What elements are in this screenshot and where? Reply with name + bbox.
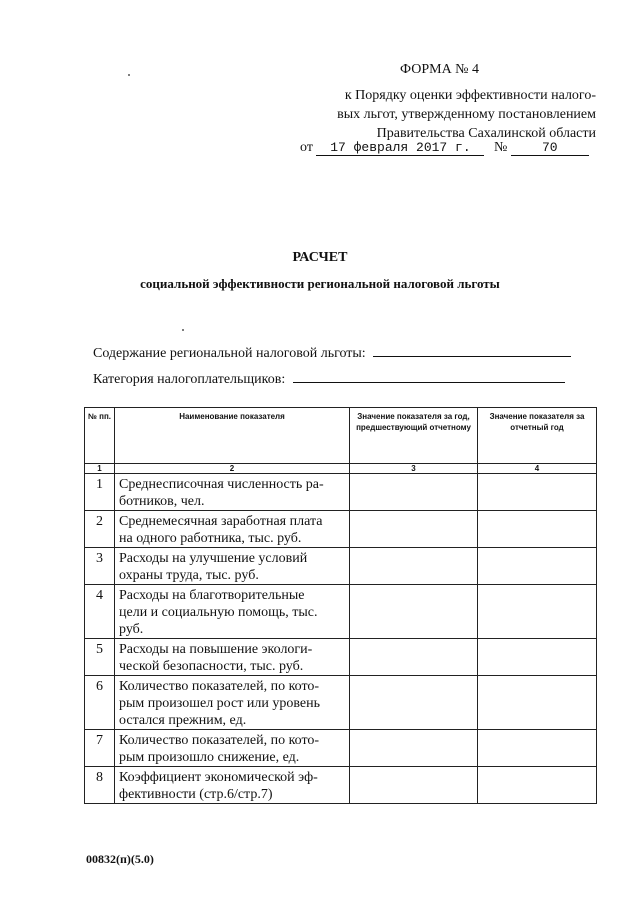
prev-year-value-cell[interactable] xyxy=(350,676,478,730)
prev-year-value-cell[interactable] xyxy=(350,511,478,548)
table-row xyxy=(85,585,597,639)
prev-year-value-cell[interactable] xyxy=(350,730,478,767)
document-code: 00832(п)(5.0) xyxy=(86,852,154,866)
column-numbers-row xyxy=(85,464,597,474)
indicator-name-line: ческой безопасности, тыс. руб. xyxy=(119,659,304,674)
date-prefix: от xyxy=(300,140,313,155)
column-number: 4 xyxy=(478,464,597,474)
field-label: Содержание региональной налоговой льготы: xyxy=(93,346,366,361)
report-year-value-cell[interactable] xyxy=(478,511,597,548)
indicator-name-line: Расходы на повышение экологи- xyxy=(119,642,313,657)
row-number: 6 xyxy=(85,676,115,730)
table-row xyxy=(85,767,597,804)
indicator-name-line: ботников, чел. xyxy=(119,494,205,509)
indicator-name xyxy=(115,548,350,585)
table-row xyxy=(85,639,597,676)
row-number: 4 xyxy=(85,585,115,639)
indicator-name-line: охраны труда, тыс. руб. xyxy=(119,568,259,583)
report-year-value-cell[interactable] xyxy=(478,639,597,676)
table-row xyxy=(85,548,597,585)
taxpayer-category-field xyxy=(93,369,565,388)
row-number: 7 xyxy=(85,730,115,767)
prev-year-value-cell[interactable] xyxy=(350,474,478,511)
indicator-name xyxy=(115,639,350,676)
field-blank[interactable] xyxy=(293,369,565,383)
table-row xyxy=(85,676,597,730)
row-number: 3 xyxy=(85,548,115,585)
header-number: № пп. xyxy=(85,408,115,464)
table-row xyxy=(85,474,597,511)
report-year-value-cell[interactable] xyxy=(478,474,597,511)
reference-line: к Порядку оценки эффективности налого- xyxy=(344,88,596,103)
indicator-name-line: Расходы на улучшение условий xyxy=(119,551,308,566)
field-label: Категория налогоплательщиков: xyxy=(93,372,286,387)
document-title: РАСЧЕТ xyxy=(292,250,348,265)
indicator-name-line: фективности (стр.6/стр.7) xyxy=(119,787,273,802)
benefit-content-field xyxy=(93,343,571,362)
header-report-year: Значение показателя за отчетный год xyxy=(478,408,597,464)
indicator-name xyxy=(115,474,350,511)
report-year-value-cell[interactable] xyxy=(478,767,597,804)
indicators-table xyxy=(84,407,597,804)
report-year-value-cell[interactable] xyxy=(478,585,597,639)
header-name: Наименование показателя xyxy=(115,408,350,464)
indicator-name-line: цели и социальную помощь, тыс. xyxy=(119,605,318,620)
column-number: 1 xyxy=(85,464,115,474)
indicator-name-line: рым произошел рост или уровень xyxy=(119,696,320,711)
document-subtitle: социальной эффективности региональной налоговой льготы xyxy=(140,276,500,291)
row-number: 8 xyxy=(85,767,115,804)
indicator-name-line: Коэффициент экономической эф- xyxy=(119,770,318,785)
prev-year-value-cell[interactable] xyxy=(350,585,478,639)
table-header-row xyxy=(85,408,597,464)
indicator-name xyxy=(115,730,350,767)
header-prev-year: Значение показателя за год, предшествующий отчетному xyxy=(350,408,478,464)
indicator-name-line: Количество показателей, по кото- xyxy=(119,733,320,748)
indicator-name-line: Расходы на благотворительные xyxy=(119,588,305,603)
indicator-name-line: на одного работника, тыс. руб. xyxy=(119,531,302,546)
indicator-name xyxy=(115,676,350,730)
indicator-name-line: руб. xyxy=(119,622,144,637)
indicator-name-line: Среднесписочная численность ра- xyxy=(119,477,324,492)
indicator-name-line: Количество показателей, по кото- xyxy=(119,679,320,694)
indicator-name xyxy=(115,511,350,548)
column-number: 2 xyxy=(115,464,350,474)
number-prefix: № xyxy=(493,140,508,155)
indicator-name xyxy=(115,767,350,804)
prev-year-value-cell[interactable] xyxy=(350,548,478,585)
table-row xyxy=(85,730,597,767)
reference-line: Правительства Сахалинской области xyxy=(376,126,596,141)
column-number: 3 xyxy=(350,464,478,474)
decree-date-value: 17 февраля 2017 г. xyxy=(316,140,484,156)
decree-number-value: 70 xyxy=(511,140,589,156)
indicator-name xyxy=(115,585,350,639)
scan-speck xyxy=(182,329,184,331)
reference-block xyxy=(337,86,596,143)
row-number: 1 xyxy=(85,474,115,511)
report-year-value-cell[interactable] xyxy=(478,548,597,585)
indicator-name-line: Среднемесячная заработная плата xyxy=(119,514,323,529)
report-year-value-cell[interactable] xyxy=(478,730,597,767)
indicator-name-line: рым произошло снижение, ед. xyxy=(119,750,300,765)
report-year-value-cell[interactable] xyxy=(478,676,597,730)
row-number: 5 xyxy=(85,639,115,676)
row-number: 2 xyxy=(85,511,115,548)
table-row xyxy=(85,511,597,548)
indicator-name-line: остался прежним, ед. xyxy=(119,713,247,728)
prev-year-value-cell[interactable] xyxy=(350,767,478,804)
field-blank[interactable] xyxy=(373,343,571,357)
decree-date-line xyxy=(300,140,589,156)
reference-line: вых льгот, утвержденному постановлением xyxy=(337,107,596,122)
prev-year-value-cell[interactable] xyxy=(350,639,478,676)
scan-speck xyxy=(128,74,130,76)
form-number-title: ФОРМА № 4 xyxy=(400,62,480,77)
